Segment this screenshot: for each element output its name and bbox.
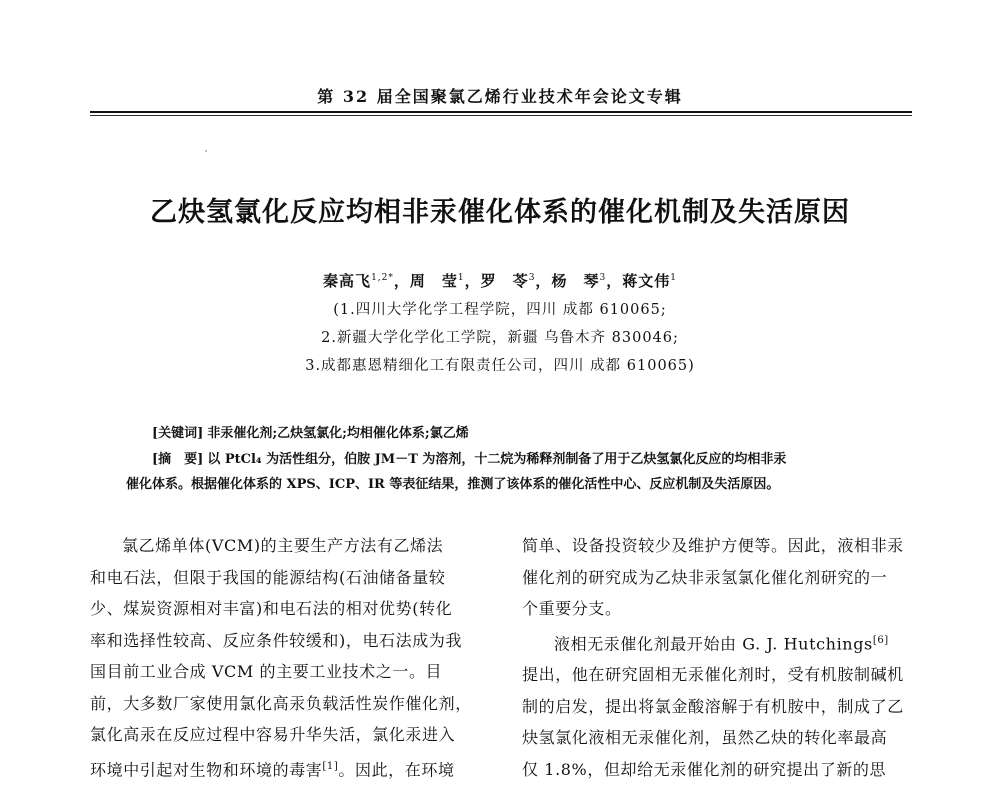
author-separator: ， bbox=[394, 272, 410, 290]
author-list bbox=[0, 270, 1000, 291]
author-affiliation-mark: 1,2* bbox=[371, 273, 394, 283]
abstract-line-2: 催化体系。根据催化体系的 XPS、ICP、IR 等表征结果，推测了该体系的催化活性中心、反应机制及失活原因。 bbox=[126, 473, 912, 492]
body-line bbox=[522, 625, 914, 660]
body-line: 仅 1.8%，但却给无汞催化剂的研究提出了新的思 bbox=[522, 754, 914, 785]
keywords-label: [关键词] bbox=[152, 426, 203, 441]
author-name: 杨 琴 bbox=[551, 272, 599, 290]
header-rule-thin bbox=[90, 115, 912, 116]
author-name: 周 莹 bbox=[410, 272, 458, 290]
author-name: 罗 苓 bbox=[481, 272, 529, 290]
body-line-last bbox=[90, 751, 492, 785]
body-line: 国目前工业合成 VCM 的主要工业技术之一。目 bbox=[90, 656, 492, 688]
author-separator: ， bbox=[465, 272, 481, 290]
author-affiliation-mark: 1 bbox=[458, 273, 465, 283]
body-line: 炔氢氯化液相无汞催化剂，虽然乙炔的转化率最高 bbox=[522, 722, 914, 754]
citation-ref: [1] bbox=[322, 761, 338, 772]
keywords-text: 非汞催化剂;乙炔氢氯化;均相催化体系;氯乙烯 bbox=[207, 426, 468, 441]
body-line: 个重要分支。 bbox=[522, 593, 914, 625]
body-line: 和电石法，但限于我国的能源结构(石油储备量较 bbox=[90, 562, 492, 594]
author-affiliation-mark: 3 bbox=[529, 273, 536, 283]
body-line: 催化剂的研究成为乙炔非汞氢氯化催化剂研究的一 bbox=[522, 562, 914, 594]
body-column-left bbox=[90, 530, 492, 785]
abstract-label: [摘 要] bbox=[152, 452, 203, 467]
affiliation-3: 3.成都惠恩精细化工有限责任公司，四川 成都 610065) bbox=[0, 354, 1000, 375]
body-line: 氯乙烯单体(VCM)的主要生产方法有乙烯法 bbox=[90, 530, 492, 562]
body-text: 。因此，在环境 bbox=[338, 760, 454, 779]
citation-ref: [6] bbox=[873, 635, 889, 646]
affiliation-1: (1.四川大学化学工程学院，四川 成都 610065; bbox=[0, 298, 1000, 319]
speck bbox=[205, 150, 207, 152]
body-line: 制的启发，提出将氯金酸溶解于有机胺中，制成了乙 bbox=[522, 691, 914, 723]
body-line: 氯化高汞在反应过程中容易升华失活，氯化汞进入 bbox=[90, 719, 492, 751]
body-column-right bbox=[522, 530, 914, 785]
body-line: 简单、设备投资较少及维护方便等。因此，液相非汞 bbox=[522, 530, 914, 562]
author-separator: ， bbox=[606, 272, 622, 290]
abstract-line-1 bbox=[152, 448, 912, 467]
author-name: 秦高飞 bbox=[323, 272, 371, 290]
body-text: 液相无汞催化剂最开始由 G. J. Hutchings bbox=[554, 634, 873, 653]
affiliation-2: 2.新疆大学化学化工学院，新疆 乌鲁木齐 830046; bbox=[0, 326, 1000, 347]
header-rule bbox=[90, 111, 912, 113]
body-line: 前，大多数厂家使用氯化高汞负载活性炭作催化剂， bbox=[90, 688, 492, 720]
author-affiliation-mark: 3 bbox=[599, 273, 606, 283]
author-affiliation-mark: 1 bbox=[670, 273, 677, 283]
keywords bbox=[152, 422, 912, 441]
body-line: 少、煤炭资源相对丰富)和电石法的相对优势(转化 bbox=[90, 593, 492, 625]
author-name: 蒋文伟 bbox=[622, 272, 670, 290]
abstract-text-1: 以 PtCl₄ 为活性组分，伯胺 JM－T 为溶剂，十二烷为稀释剂制备了用于乙炔氢氯化反应的均相非汞 bbox=[207, 452, 786, 467]
running-header: 第 32 届全国聚氯乙烯行业技术年会论文专辑 bbox=[0, 84, 1000, 107]
body-line: 率和选择性较高、反应条件较缓和)，电石法成为我 bbox=[90, 625, 492, 657]
body-line: 提出，他在研究固相无汞催化剂时，受有机胺制碱机 bbox=[522, 659, 914, 691]
paper-title: 乙炔氢氯化反应均相非汞催化体系的催化机制及失活原因 bbox=[0, 190, 1000, 229]
author-separator: ， bbox=[535, 272, 551, 290]
body-text: 环境中引起对生物和环境的毒害 bbox=[90, 760, 322, 779]
